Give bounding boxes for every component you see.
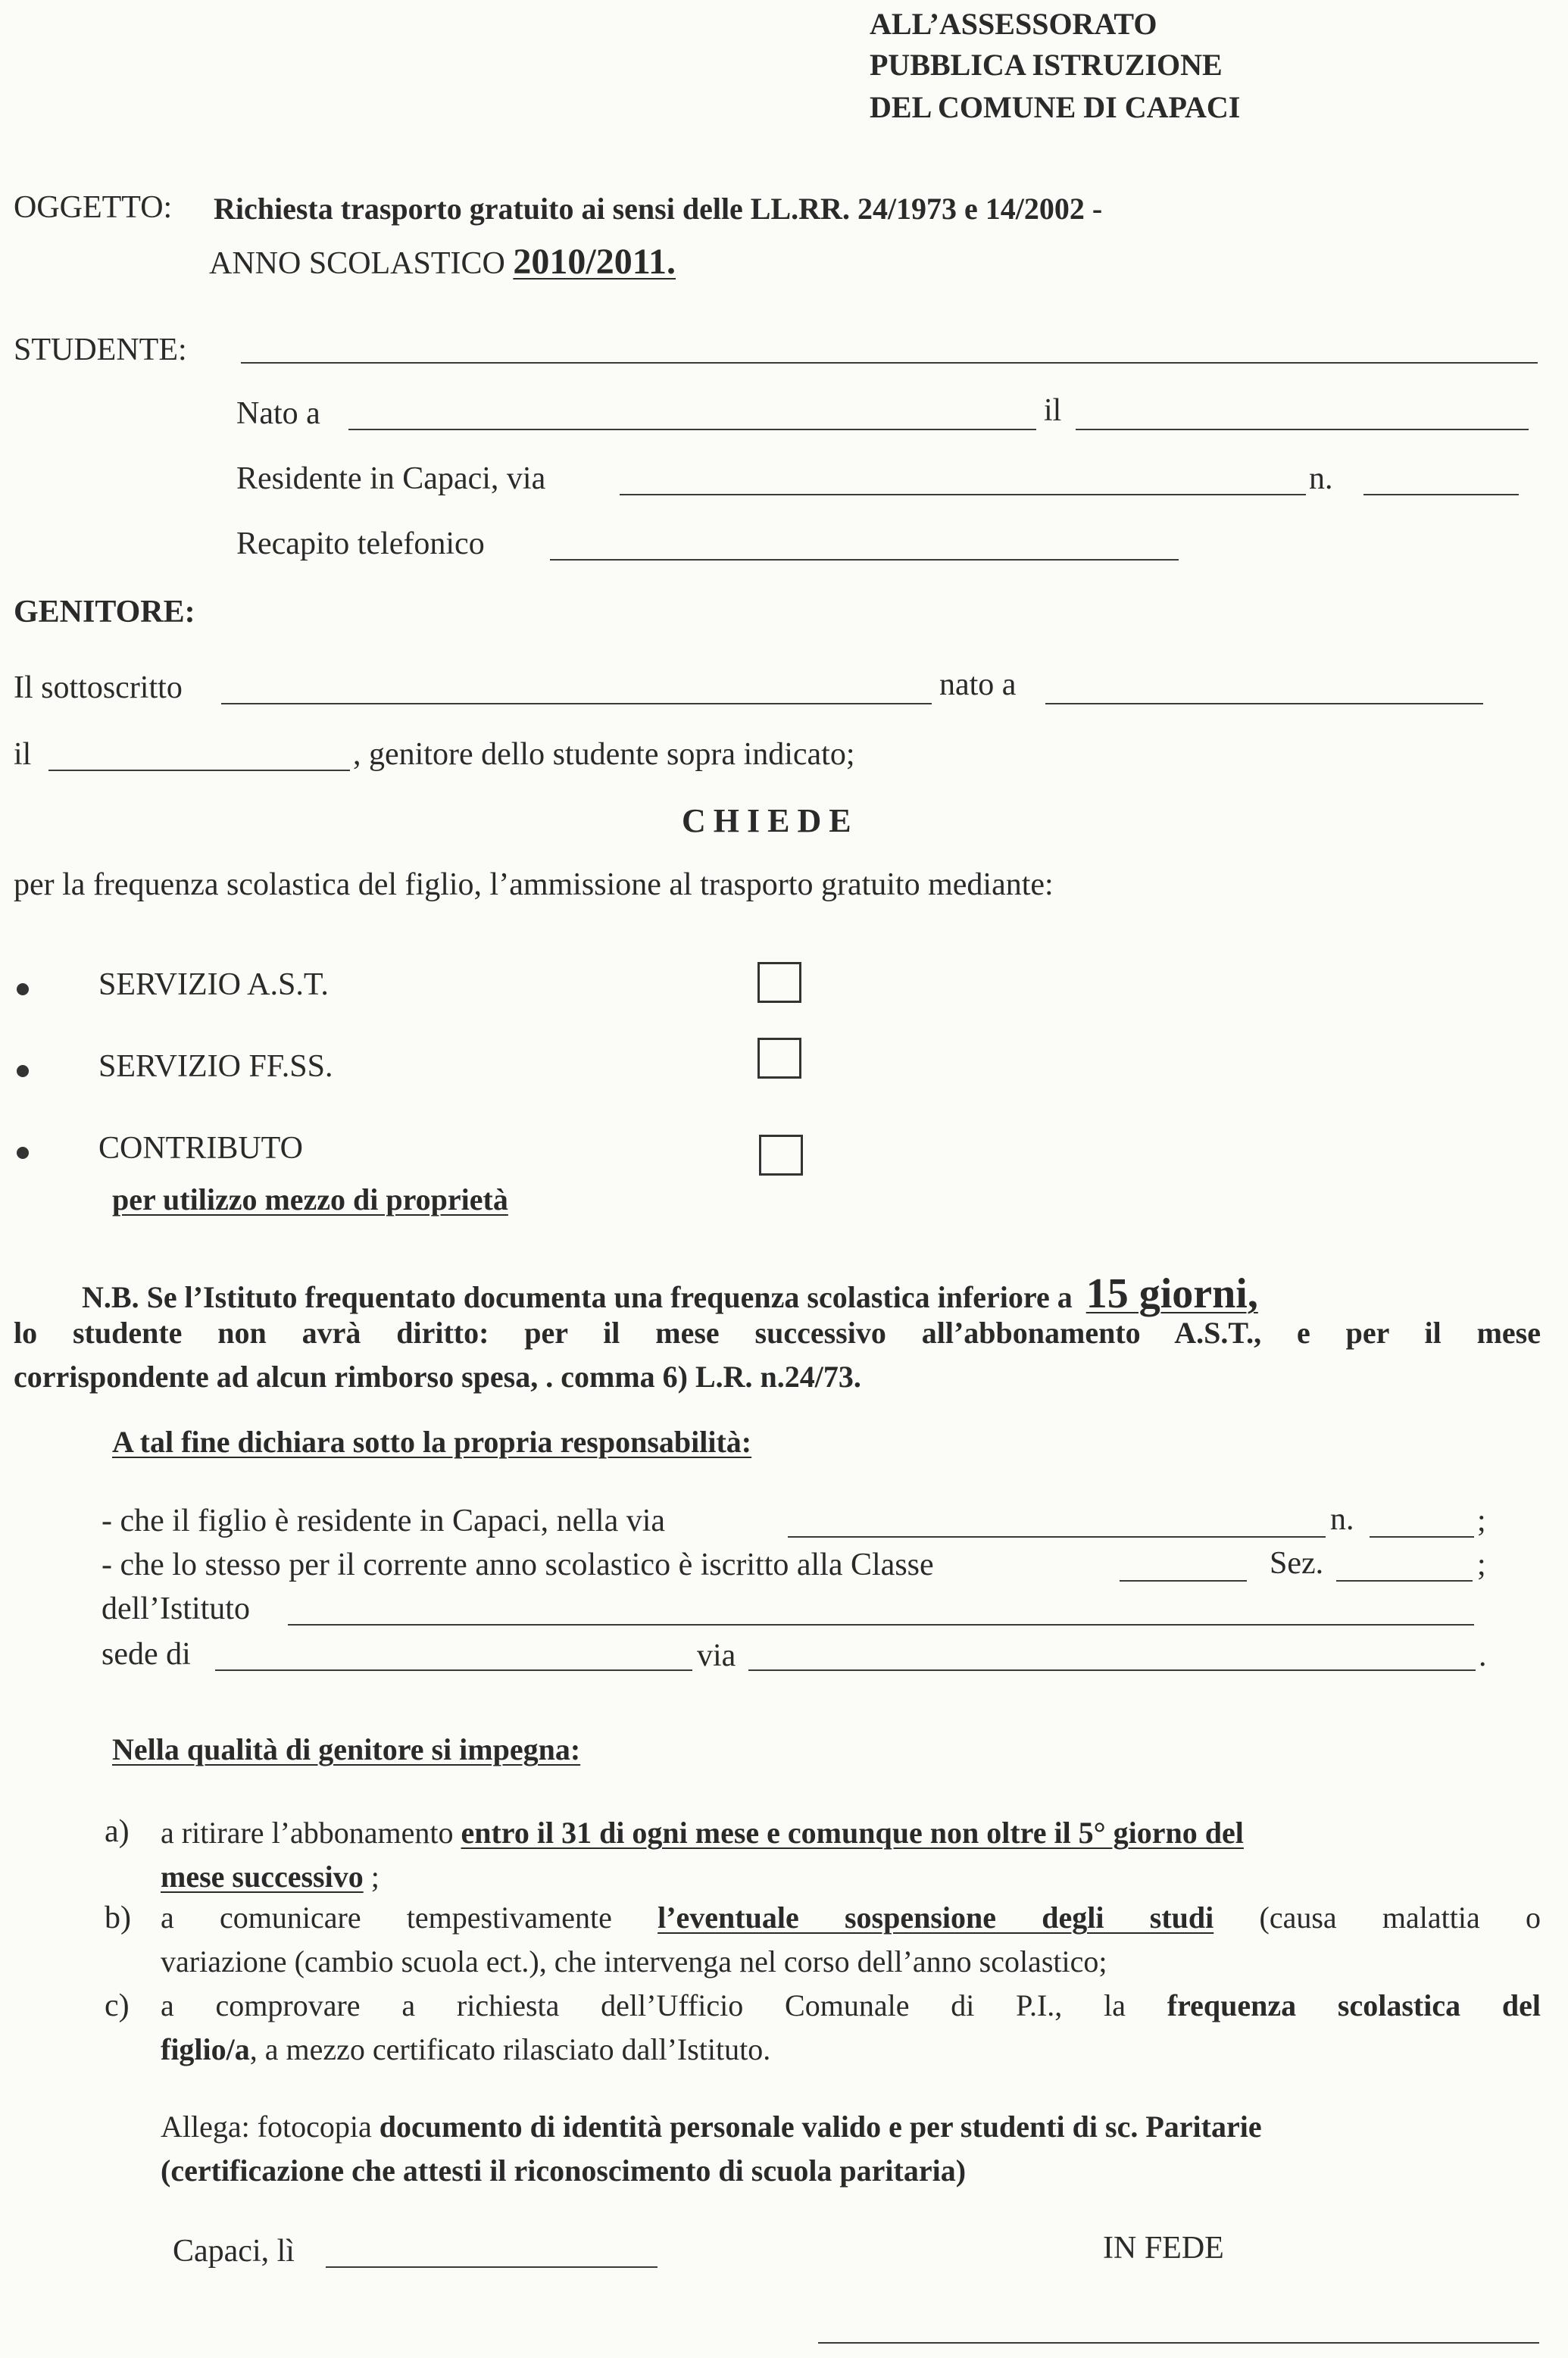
- declaration-section-label: Sez.: [1270, 1546, 1324, 1581]
- declaration-via-label: via: [697, 1638, 736, 1673]
- commitment-b-line-2: variazione (cambio scuola ect.), che intervenga nel corso dell’anno scolastico;: [161, 1944, 1107, 1979]
- commitment-c-suffix: , a mezzo certificato rilasciato dall’Istituto.: [249, 2032, 771, 2066]
- option-contribution-checkbox[interactable]: [759, 1135, 803, 1176]
- commitment-a-emphasis-2: mese successivo: [161, 1860, 364, 1894]
- declaration-street-field[interactable]: [788, 1536, 1326, 1538]
- student-phone-field[interactable]: [550, 559, 1179, 561]
- parent-label: GENITORE:: [14, 595, 195, 629]
- request-intro: per la frequenza scolastica del figlio, l’ammissione al trasporto gratuito mediante:: [14, 867, 1054, 902]
- note-line-3: corrispondente ad alcun rimborso spesa, . comma 6) L.R. n.24/73.: [14, 1360, 861, 1394]
- date-field[interactable]: [326, 2266, 657, 2268]
- declaration-number-field[interactable]: [1370, 1536, 1474, 1538]
- note-text: N.B. Se l’Istituto frequentato documenta una frequenza scolastica inferiore a: [82, 1280, 1073, 1314]
- student-name-field[interactable]: [241, 362, 1538, 364]
- option-contribution-sublabel: per utilizzo mezzo di proprietà: [112, 1182, 508, 1216]
- declaration-section-field[interactable]: [1336, 1580, 1473, 1582]
- parent-name-field[interactable]: [221, 703, 932, 704]
- bullet-icon: [17, 1147, 29, 1159]
- school-year-prefix: ANNO SCOLASTICO: [209, 246, 514, 281]
- attachment-text: Allega: fotocopia: [161, 2110, 380, 2144]
- parent-birthplace-field[interactable]: [1045, 703, 1483, 704]
- declaration-via-field[interactable]: [748, 1669, 1476, 1671]
- student-birthdate-label: il: [1044, 393, 1062, 428]
- institute-label-text: dell’Istituto: [102, 1591, 250, 1626]
- commitment-b-text: a comunicare tempestivamente: [161, 1900, 658, 1935]
- student-number-field[interactable]: [1363, 494, 1519, 495]
- bullet-icon: [17, 1065, 29, 1077]
- option-ffss-label: SERVIZIO FF.SS.: [98, 1049, 333, 1084]
- note-line-2: lo studente non avrà diritto: per il mese successivo all’abbonamento A.S.T., e per il mese: [14, 1316, 1541, 1350]
- parent-undersigned-label: Il sottoscritto: [14, 670, 183, 705]
- declaration-number-label: n.: [1330, 1502, 1354, 1537]
- parent-birthdate-field[interactable]: [48, 770, 350, 771]
- student-street-field[interactable]: [620, 494, 1306, 495]
- student-resident-label: Residente in Capaci, via: [236, 461, 546, 496]
- commitment-a-emphasis: entro il 31 di ogni mese e comunque non oltre il 5° giorno del: [461, 1816, 1244, 1850]
- bullet-icon: [17, 983, 29, 995]
- commitment-b-line-1: [161, 1900, 1541, 1935]
- commitment-b-marker: b): [105, 1900, 131, 1935]
- signature-label: IN FEDE: [1103, 2231, 1224, 2266]
- commitment-c-line-2: [161, 2032, 770, 2067]
- subject-line-2: [209, 241, 676, 283]
- recipient-line-1: ALL’ASSESSORATO: [870, 7, 1157, 41]
- period-text: .: [1479, 1638, 1487, 1673]
- subject-label: OGGETTO:: [14, 190, 173, 225]
- declaration-residence-label: - che il figlio è residente in Capaci, nella via: [102, 1504, 666, 1538]
- signature-field[interactable]: [818, 2342, 1539, 2344]
- declaration-heading: A tal fine dichiara sotto la propria responsabilità:: [112, 1425, 752, 1459]
- commitment-heading: Nella qualità di genitore si impegna:: [112, 1732, 581, 1766]
- commitment-a-line-1: [161, 1815, 1244, 1850]
- declaration-seat-label: sede di: [102, 1637, 191, 1672]
- commitment-b-emphasis: l’eventuale sospensione degli studi: [657, 1900, 1214, 1935]
- option-ast-label: SERVIZIO A.S.T.: [98, 967, 329, 1002]
- commitment-a-marker: a): [105, 1814, 130, 1849]
- option-ffss-checkbox[interactable]: [757, 1038, 801, 1079]
- parent-relationship-text: , genitore dello studente sopra indicato;: [353, 737, 855, 772]
- declaration-enrolled-label: - che lo stesso per il corrente anno scolastico è iscritto alla Classe: [102, 1548, 934, 1582]
- commitment-c-line-1: [161, 1988, 1541, 2023]
- commitment-c-marker: c): [105, 1988, 130, 2023]
- commitment-a-line-2: [161, 1859, 380, 1894]
- parent-birthdate-label: il: [14, 737, 32, 772]
- student-birthplace-field[interactable]: [348, 429, 1036, 430]
- commitment-b-suffix: (causa malattia o: [1259, 1900, 1541, 1935]
- note-line-1: [82, 1270, 1258, 1318]
- option-ast-checkbox[interactable]: [757, 962, 801, 1003]
- semicolon-text: ;: [1477, 1504, 1486, 1538]
- commitment-c-emphasis-2: figlio/a: [161, 2032, 250, 2066]
- place-date-label: Capaci, lì: [173, 2234, 295, 2269]
- declaration-institute-label: [102, 1591, 250, 1627]
- attachment-emphasis: documento di identità personale valido e per studenti di sc. Paritarie: [379, 2110, 1262, 2144]
- attachment-line-2: (certificazione che attesti il riconoscimento di scuola paritaria): [161, 2153, 967, 2188]
- note-days-emphasis: 15 giorni,: [1085, 1270, 1258, 1317]
- student-label: STUDENTE:: [14, 333, 187, 367]
- student-number-label: n.: [1309, 461, 1333, 496]
- school-year: 2010/2011.: [513, 242, 676, 282]
- commitment-c-emphasis: frequenza scolastica del: [1167, 1988, 1541, 2022]
- declaration-institute-field[interactable]: [288, 1624, 1474, 1626]
- request-heading: CHIEDE: [682, 802, 859, 839]
- recipient-line-2: PUBBLICA ISTRUZIONE: [870, 48, 1223, 82]
- student-born-label: Nato a: [236, 396, 320, 431]
- student-birthdate-field[interactable]: [1076, 429, 1529, 430]
- semicolon-text: ;: [1477, 1548, 1486, 1582]
- declaration-seat-field[interactable]: [215, 1669, 692, 1671]
- commitment-a-text: a ritirare l’abbonamento: [161, 1816, 461, 1850]
- commitment-a-suffix: ;: [363, 1860, 380, 1894]
- attachment-line-1: [161, 2109, 1262, 2144]
- declaration-class-field[interactable]: [1120, 1580, 1247, 1582]
- parent-born-label: nato a: [939, 667, 1017, 702]
- option-contribution-label: CONTRIBUTO: [98, 1131, 303, 1166]
- recipient-line-3: DEL COMUNE DI CAPACI: [870, 90, 1241, 124]
- student-phone-label: Recapito telefonico: [236, 526, 485, 561]
- commitment-c-text: a comprovare a richiesta dell’Ufficio Comunale di P.I., la: [161, 1988, 1167, 2022]
- subject-line-1: Richiesta trasporto gratuito ai sensi delle LL.RR. 24/1973 e 14/2002 -: [214, 192, 1103, 226]
